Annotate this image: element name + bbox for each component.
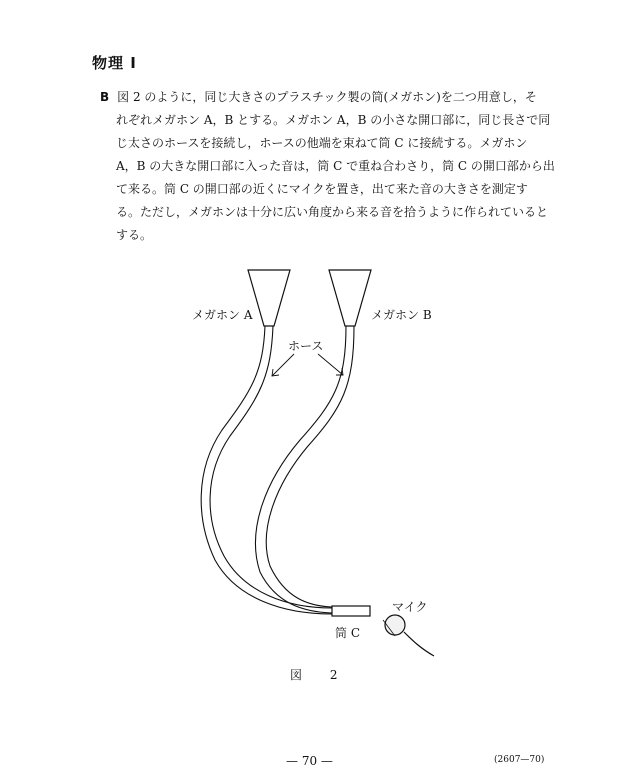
problem-line-2: れぞれメガホン A，B とする。メガホン A，B の小さな開口部に，同じ長さで同: [116, 113, 551, 127]
page-number: — 70 —: [286, 754, 333, 768]
problem-line-4: A，B の大きな開口部に入った音は，筒 C で重ね合わさり，筒 C の開口部から出: [116, 159, 555, 173]
label-megaphone-a: メガホン A: [192, 308, 253, 322]
page-code: (2607—70): [494, 755, 545, 765]
microphone: [383, 615, 434, 656]
problem-line-6: る。ただし，メガホンは十分に広い角度から来る音を拾うように作られていると: [116, 205, 549, 219]
megaphone-b: [329, 270, 371, 326]
problem-line-3: じ太さのホースを接続し，ホースの他端を束ねて筒 C に接続する。メガホン: [116, 136, 528, 150]
section-title: 物理 I: [92, 54, 137, 72]
problem-line-5: て来る。筒 C の開口部の近くにマイクを置き，出て来た音の大きさを測定す: [116, 182, 528, 196]
figure-caption: 図 2: [290, 668, 350, 682]
label-mic: マイク: [392, 600, 428, 614]
hose-a: [201, 326, 332, 614]
tube-c: [332, 606, 370, 616]
label-hose: ホース: [288, 339, 324, 353]
label-tube-c: 筒 C: [335, 626, 360, 640]
hose-arrows: [272, 354, 343, 376]
hose-b: [255, 326, 354, 613]
megaphone-a: [248, 270, 290, 326]
label-megaphone-b: メガホン B: [371, 308, 432, 322]
problem-line-1: B 図 2 のように，同じ大きさのプラスチック製の筒(メガホン)を二つ用意し，そ: [100, 90, 537, 104]
problem-line-7: する。: [116, 228, 153, 242]
problem-label: B: [100, 90, 110, 104]
